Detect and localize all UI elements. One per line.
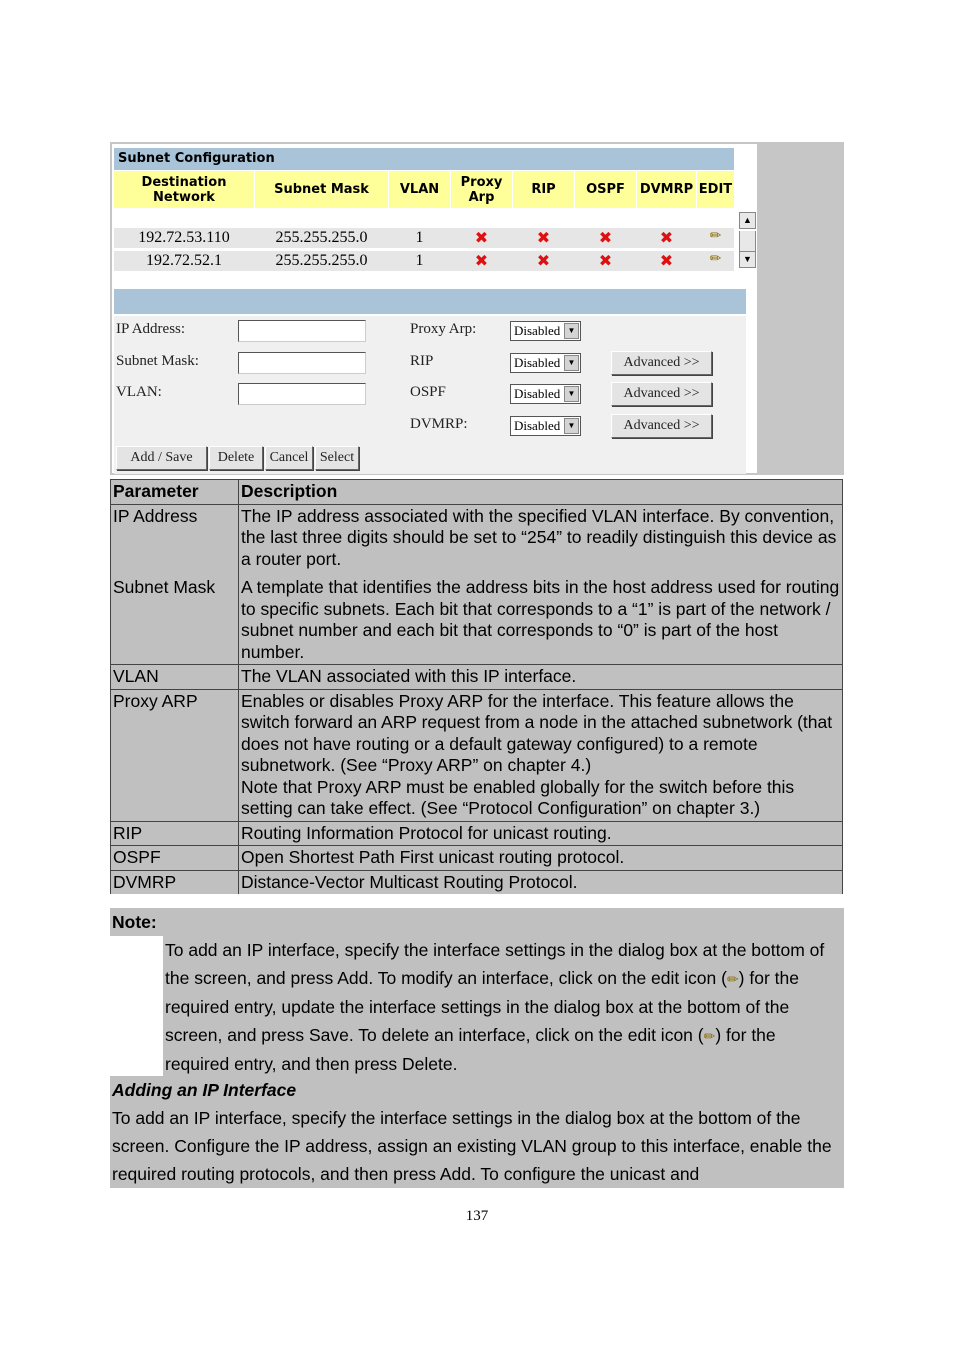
- proxy-arp-description: Enables or disables Proxy ARP for the interface. This feature allows the switch forward an ARP request from a node in the attached subnetwork (that does not have routing or a default gateway configured) to a remote subnetwork. (See “Proxy ARP” on chapter 4.): [241, 690, 833, 775]
- col-dvmrp: DVMRP: [637, 171, 696, 208]
- red-x-icon: ✖: [659, 228, 674, 247]
- dvmrp-advanced-button[interactable]: Advanced >>: [611, 414, 712, 438]
- note-body: To add an IP interface, specify the interface settings in the dialog box at the bottom of the screen, and press Add. To modify an interface, click on the edit icon (✏) for the required entry, update the interface settings in the dialog box at the bottom of the screen, and press Save. To delete an interface, click on the edit icon (✏) for the required entry, and then press Delete.: [163, 936, 844, 1076]
- param-description: The IP address associated with the specified VLAN interface. By convention, the last three digits should be set to “254” to readily distinguish this device as a router port.: [239, 504, 843, 576]
- red-x-icon: ✖: [598, 251, 613, 270]
- table-row[interactable]: [114, 251, 734, 271]
- param-description: [239, 689, 843, 821]
- param-description: A template that identifies the address bits in the host address used for routing to specific subnets. Each bit that corresponds to a “1” is part of the network / subnet number and each bit that corresponds to “0” is part of the host number.: [239, 576, 843, 665]
- red-x-icon: ✖: [659, 251, 674, 270]
- param-description: Distance-Vector Multicast Routing Protocol.: [239, 870, 843, 894]
- select-button[interactable]: Select: [315, 446, 359, 470]
- param-name: DVMRP: [111, 870, 239, 894]
- description-header: Description: [239, 480, 843, 505]
- dropdown-arrow-icon: ▼: [564, 386, 579, 402]
- pencil-icon[interactable]: ✏: [709, 228, 722, 244]
- param-name: OSPF: [111, 846, 239, 871]
- subnet-mask: 255.255.255.0: [275, 252, 368, 269]
- note-heading: Note:: [110, 908, 844, 936]
- table-row[interactable]: [114, 228, 734, 248]
- table-row: [111, 665, 843, 690]
- param-name: Subnet Mask: [111, 576, 239, 665]
- ospf-advanced-button[interactable]: Advanced >>: [611, 382, 712, 406]
- form-header-bar: [114, 289, 746, 314]
- param-name: VLAN: [111, 665, 239, 690]
- col-vlan: VLAN: [389, 171, 450, 208]
- col-subnet-mask: Subnet Mask: [255, 171, 388, 208]
- param-description: The VLAN associated with this IP interface.: [239, 665, 843, 690]
- vlan-input[interactable]: [238, 383, 366, 405]
- vlan-label: VLAN:: [116, 384, 162, 400]
- dvmrp-select[interactable]: Disabled ▼: [510, 416, 581, 436]
- param-description: Open Shortest Path First unicast routing protocol.: [239, 846, 843, 871]
- pencil-icon: ✏: [726, 971, 739, 987]
- screenshot-canvas: [112, 144, 757, 473]
- red-x-icon: ✖: [474, 228, 489, 247]
- red-x-icon: ✖: [598, 228, 613, 247]
- param-name: RIP: [111, 821, 239, 846]
- adding-ip-interface-section: [110, 1076, 844, 1188]
- vlan-id: 1: [415, 229, 424, 246]
- subnet-mask-input[interactable]: [238, 352, 366, 374]
- section-heading: Adding an IP Interface: [112, 1080, 297, 1100]
- vlan-id: 1: [415, 252, 424, 269]
- pencil-icon[interactable]: ✏: [709, 251, 722, 267]
- scroll-down-icon[interactable]: ▼: [739, 251, 756, 268]
- table-row: [111, 689, 843, 821]
- destination-network: 192.72.52.1: [146, 252, 222, 269]
- proxy-arp-label: Proxy Arp:: [410, 321, 477, 337]
- ip-address-label: IP Address:: [116, 321, 186, 337]
- interface-form: [114, 316, 746, 474]
- ospf-select[interactable]: Disabled ▼: [510, 384, 581, 404]
- dvmrp-label: DVMRP:: [410, 416, 468, 432]
- ospf-label: OSPF: [410, 384, 446, 400]
- subnet-mask: 255.255.255.0: [275, 229, 368, 246]
- param-name: IP Address: [111, 504, 239, 576]
- param-description: Routing Information Protocol for unicast routing.: [239, 821, 843, 846]
- rip-select[interactable]: Disabled ▼: [510, 353, 581, 373]
- cancel-button[interactable]: Cancel: [265, 446, 313, 470]
- section-body: To add an IP interface, specify the interface settings in the dialog box at the bottom of the screen. Configure the IP address, assign an existing VLAN group to this interface, enable the required routing protocols, and then press Add. To configure the unicast and: [112, 1108, 832, 1184]
- pencil-icon: ✏: [703, 1028, 716, 1044]
- parameter-table: [110, 479, 843, 894]
- subnet-config-title: Subnet Configuration: [114, 148, 734, 170]
- col-proxy-arp: Proxy Arp: [451, 171, 512, 208]
- dropdown-arrow-icon: ▼: [564, 323, 579, 339]
- scroll-up-icon[interactable]: ▲: [739, 212, 756, 229]
- red-x-icon: ✖: [536, 251, 551, 270]
- delete-button[interactable]: Delete: [209, 446, 263, 470]
- proxy-arp-note: Note that Proxy ARP must be enabled globally for the switch before this setting can take effect. (See “Protocol Configuration” on chapter 3.): [241, 776, 795, 818]
- subnet-config-screenshot: [110, 142, 844, 475]
- table-row: [111, 821, 843, 846]
- destination-network: 192.72.53.110: [138, 229, 230, 246]
- dropdown-arrow-icon: ▼: [564, 355, 579, 371]
- dropdown-arrow-icon: ▼: [564, 418, 579, 434]
- red-x-icon: ✖: [474, 251, 489, 270]
- param-name: Proxy ARP: [111, 689, 239, 821]
- col-edit: EDIT: [697, 171, 734, 208]
- rip-advanced-button[interactable]: Advanced >>: [611, 351, 712, 375]
- table-row: [111, 576, 843, 665]
- table-row: [111, 870, 843, 894]
- table-header-row: [111, 480, 843, 505]
- subnet-mask-label: Subnet Mask:: [116, 353, 199, 369]
- col-destination-network: Destination Network: [114, 171, 254, 208]
- add-save-button[interactable]: Add / Save: [116, 446, 207, 470]
- scrollbar-track[interactable]: [739, 231, 756, 251]
- col-rip: RIP: [513, 171, 574, 208]
- red-x-icon: ✖: [536, 228, 551, 247]
- proxy-arp-select[interactable]: Disabled ▼: [510, 321, 581, 341]
- parameter-header: Parameter: [111, 480, 239, 505]
- ip-address-input[interactable]: [238, 320, 366, 342]
- table-row: [111, 846, 843, 871]
- rip-label: RIP: [410, 353, 434, 369]
- col-ospf: OSPF: [575, 171, 636, 208]
- table-row: [111, 504, 843, 576]
- page-number: 137: [465, 1208, 489, 1224]
